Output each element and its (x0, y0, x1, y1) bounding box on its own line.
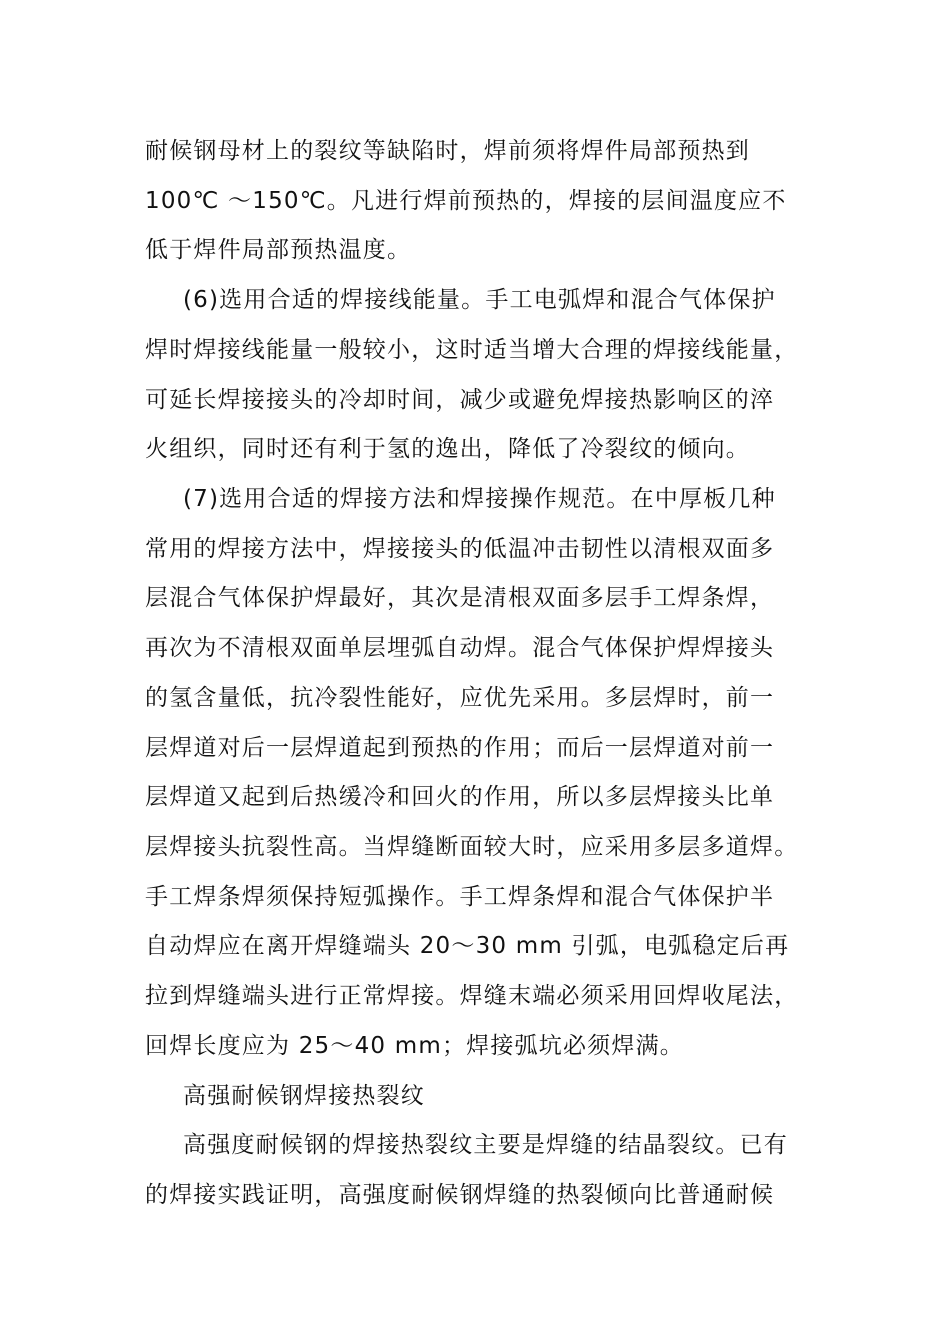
text-line: 再次为不清根双面单层埋弧自动焊。混合气体保护焊焊接头 (145, 635, 775, 661)
section-heading: 高强耐候钢焊接热裂纹 (183, 1083, 425, 1109)
text-line: 低于焊件局部预热温度。 (145, 237, 412, 263)
text-line: 层焊接头抗裂性高。当焊缝断面较大时，应采用多层多道焊。 (145, 834, 799, 860)
text-line: 层焊道又起到后热缓冷和回火的作用，所以多层焊接头比单 (145, 784, 775, 810)
text-line: 拉到焊缝端头进行正常焊接。焊缝末端必须采用回焊收尾法， (145, 983, 799, 1009)
text-line: 层焊道对后一层焊道起到预热的作用；而后一层焊道对前一 (145, 735, 775, 761)
text-line: 回焊长度应为 25～40 mm；焊接弧坑必须焊满。 (145, 1033, 684, 1059)
text-line: 可延长焊接接头的冷却时间，减少或避免焊接热影响区的淬 (145, 387, 775, 413)
text-line: 层混合气体保护焊最好，其次是清根双面多层手工焊条焊， (145, 585, 775, 611)
paragraph-start-line: (6)选用合适的焊接线能量。手工电弧焊和混合气体保护 (183, 287, 776, 313)
text-line: 常用的焊接方法中，焊接接头的低温冲击韧性以清根双面多 (145, 536, 775, 562)
text-line: 100℃ ～150℃。凡进行焊前预热的，焊接的层间温度应不 (145, 188, 787, 214)
paragraph-start-line: (7)选用合适的焊接方法和焊接操作规范。在中厚板几种 (183, 486, 776, 512)
text-line: 手工焊条焊须保持短弧操作。手工焊条焊和混合气体保护半 (145, 884, 775, 910)
text-line: 耐候钢母材上的裂纹等缺陷时，焊前须将焊件局部预热到 (145, 138, 750, 164)
text-line: 焊时焊接线能量一般较小，这时适当增大合理的焊接线能量， (145, 337, 799, 363)
text-line: 的焊接实践证明，高强度耐候钢焊缝的热裂倾向比普通耐候 (145, 1182, 775, 1208)
text-line: 的氢含量低，抗冷裂性能好，应优先采用。多层焊时，前一 (145, 685, 775, 711)
text-line: 自动焊应在离开焊缝端头 20～30 mm 引弧，电弧稳定后再 (145, 933, 790, 959)
paragraph-start-line: 高强度耐候钢的焊接热裂纹主要是焊缝的结晶裂纹。已有 (183, 1132, 788, 1158)
text-line: 火组织，同时还有利于氢的逸出，降低了冷裂纹的倾向。 (145, 436, 750, 462)
